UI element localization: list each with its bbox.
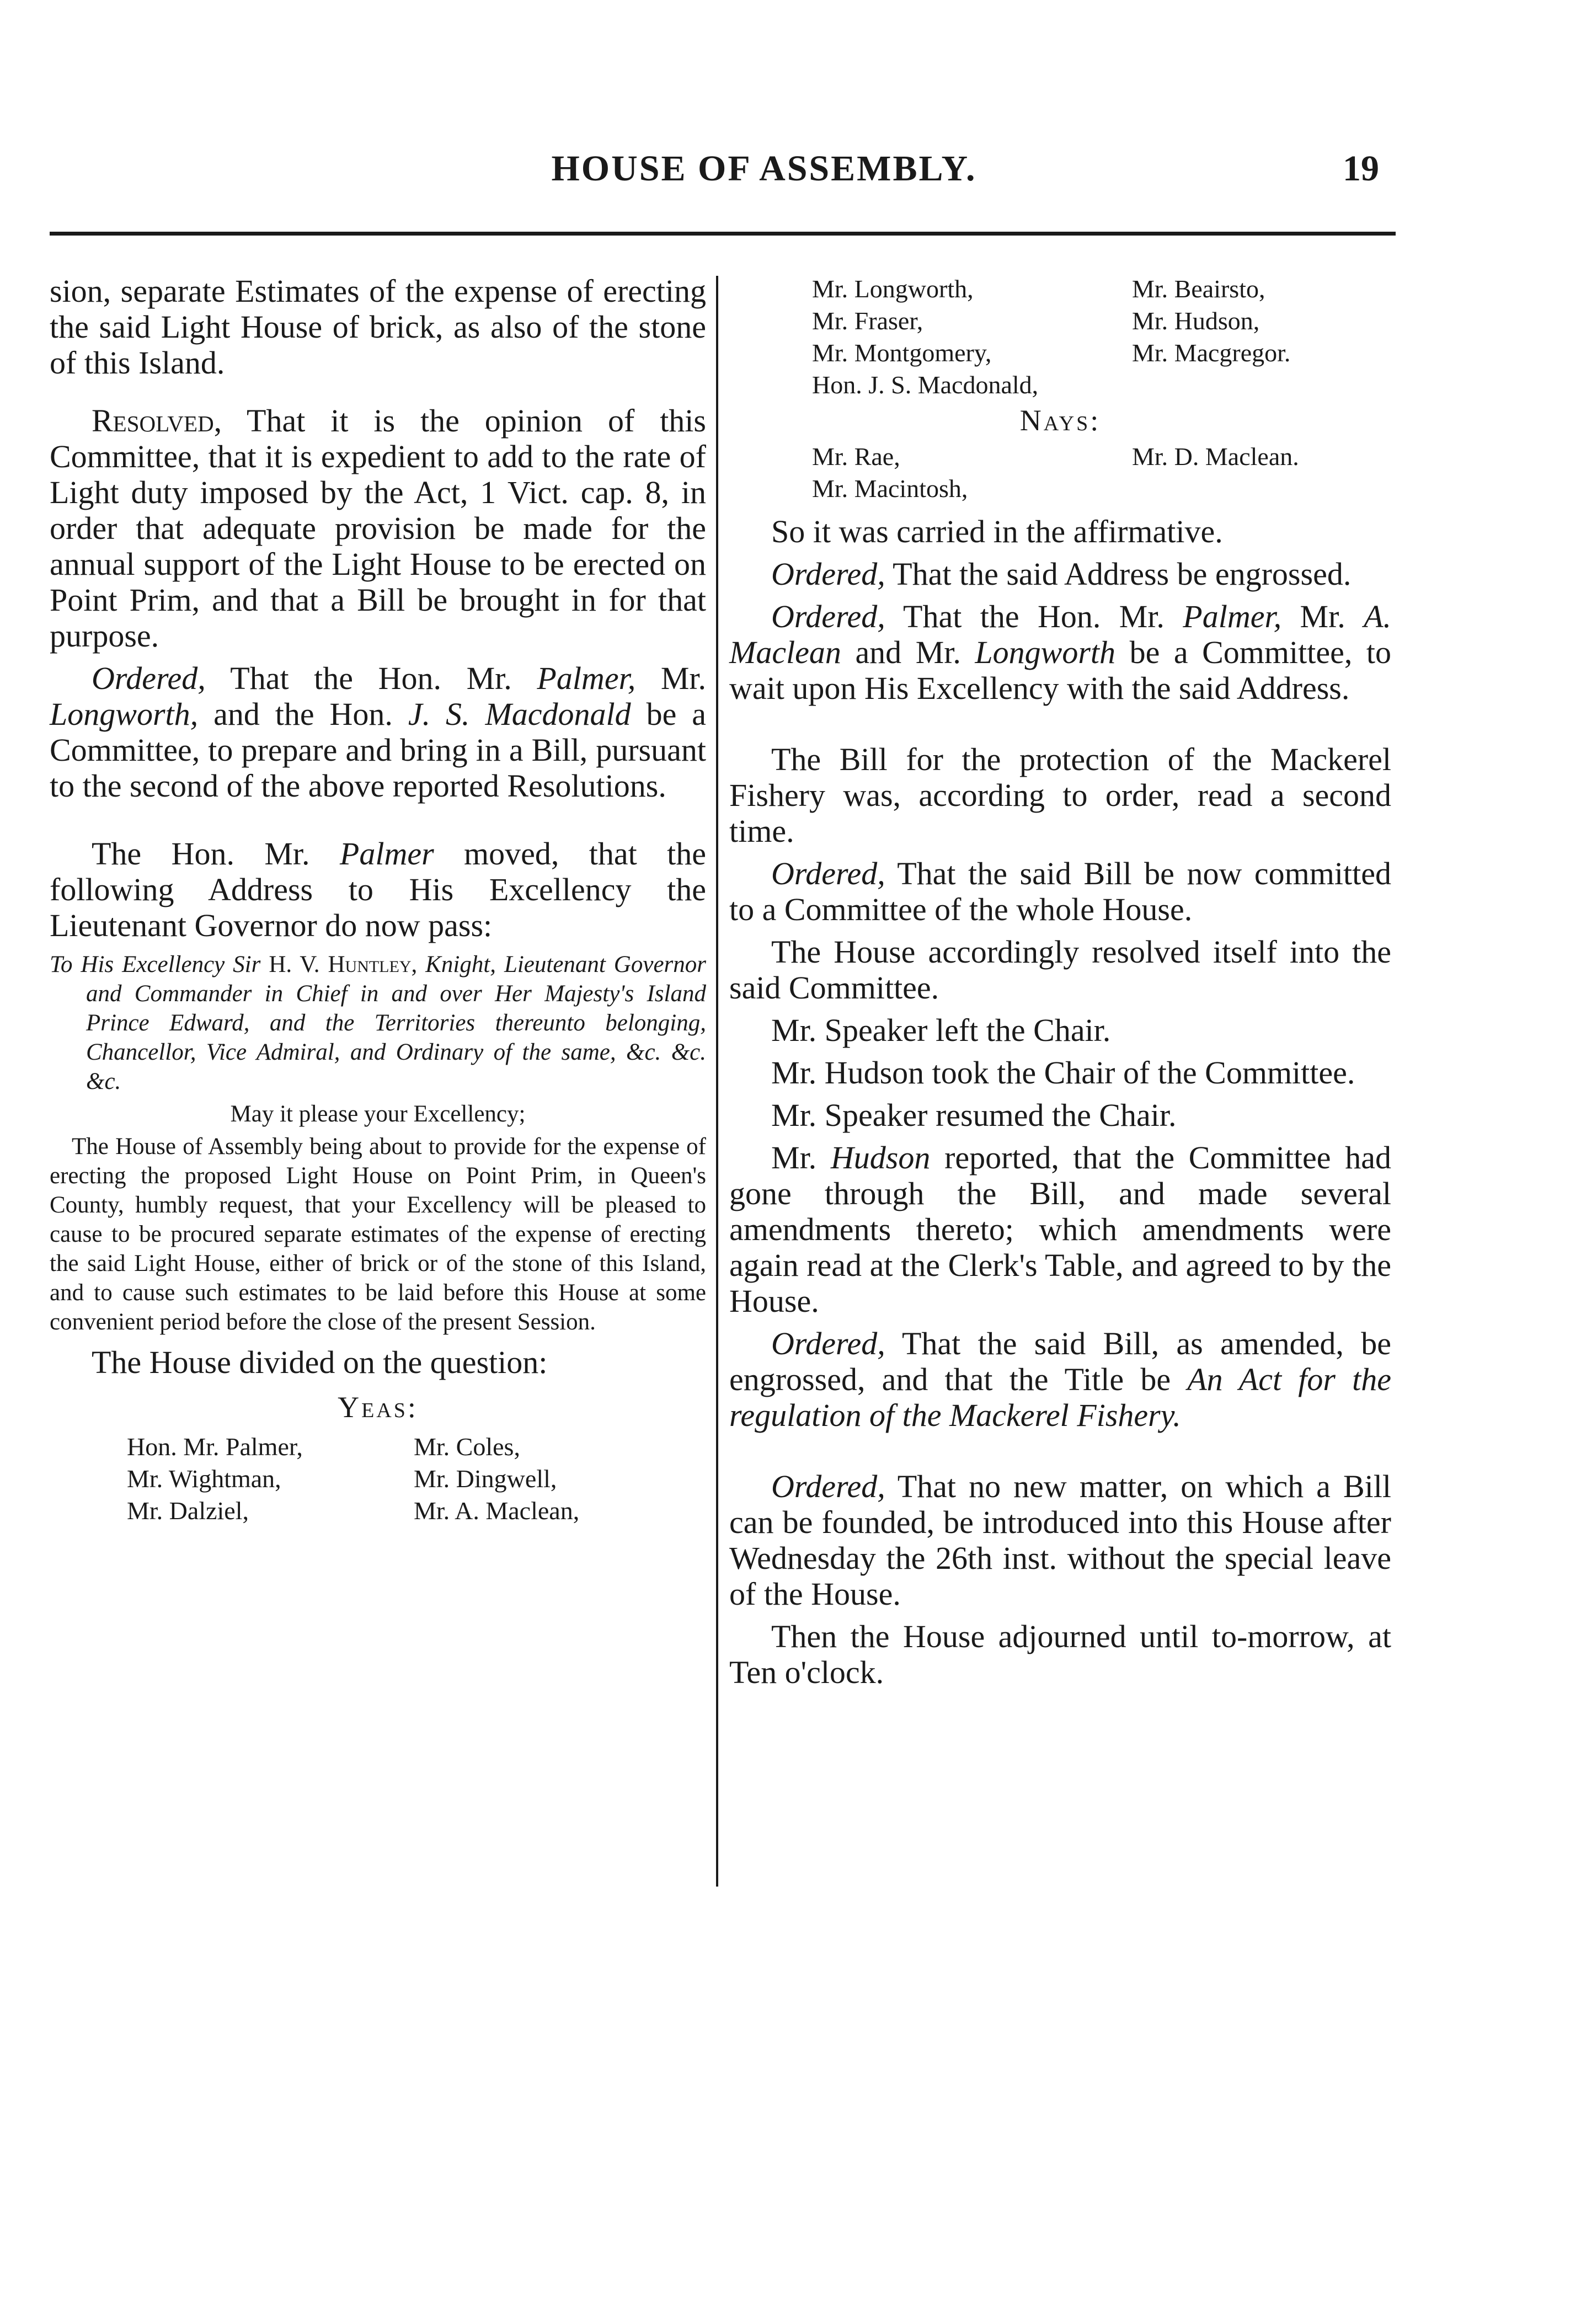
column-divider	[716, 276, 718, 1887]
paragraph-hudson-reported: Mr. Hudson reported, that the Committee had gone through the Bill, and made several amendments thereto; which amendments were again read at the Clerk's Table, and agreed to by the House.	[729, 1140, 1392, 1319]
nays-list	[729, 441, 1391, 505]
resolved-label: Resolved,	[92, 403, 222, 439]
paragraph-ordered-committee: Ordered, That the Hon. Mr. Palmer, Mr. Longworth, and the Hon. J. S. Macdonald be a Committee, to prepare and bring in a Bill, pursuant to the second of the above reported Resolutions.	[50, 660, 707, 804]
address-recipient: To His Excellency Sir H. V. Huntley, Knight, Lieutenant Governor and Commander in Chief in and over Her Majesty's Island Prince Edward, and the Territories thereunto belonging, Chancellor, Vice Admiral, and Ordinary of the same, &c. &c. &c.	[50, 952, 706, 1094]
paragraph-ordered-wait: Ordered, That the Hon. Mr. Palmer, Mr. A. Maclean and Mr. Longworth be a Committee, to wait upon His Excellency with the said Address.	[729, 599, 1392, 706]
yeas-row: Mr. Fraser, Mr. Hudson,	[812, 307, 1260, 335]
page-number: 19	[1343, 148, 1379, 189]
paragraph-ordered-bill-engrossed: Ordered, That the said Bill, as amended, be engrossed, and that the Title be An Act for the regulation of the Mackerel Fishery.	[729, 1326, 1391, 1433]
yeas-row: Mr. Dalziel, Mr. A. Maclean,	[127, 1497, 580, 1525]
nays-row: Mr. Rae, Mr. D. Maclean.	[812, 442, 1299, 471]
yeas-row: Mr. Montgomery, Mr. Macgregor.	[812, 339, 1291, 367]
paragraph-adjourned: Then the House adjourned until to-morrow, at Ten o'clock.	[729, 1618, 1391, 1690]
address-body: The House of Assembly being about to provide for the expense of erecting the proposed Light House on Point Prim, in Queen's County, humbly request, that your Excellency will be pleased to cause to be procured separate estimates of the expense of erecting the said Light House, either of brick or of the stone of this Island, and to cause such estimates to be laid before this House at some convenient period before the close of the present Session.	[50, 1134, 706, 1335]
yeas-heading: Yeas:	[338, 1391, 418, 1424]
paragraph-speaker-resumed: Mr. Speaker resumed the Chair.	[771, 1097, 1177, 1133]
paragraph-ordered-new-matter: Ordered, That no new matter, on which a Bill can be founded, be introduced into this House after Wednesday the 26th inst. without the special leave of the House.	[729, 1468, 1391, 1612]
paragraph-hudson-chair: Mr. Hudson took the Chair of the Committee.	[771, 1055, 1355, 1091]
nays-row: Mr. Macintosh,	[812, 474, 968, 503]
yeas-row: Hon. Mr. Palmer, Mr. Coles,	[127, 1433, 520, 1461]
nays-heading: Nays:	[1019, 404, 1101, 437]
header-rule	[50, 232, 1396, 236]
paragraph-bill-read: The Bill for the protection of the Mackerel Fishery was, according to order, read a second time.	[729, 741, 1391, 849]
paragraph-resolved-committee: The House accordingly resolved itself into the said Committee.	[729, 934, 1391, 1006]
yeas-row: Mr. Longworth, Mr. Beairsto,	[812, 275, 1265, 303]
running-head: HOUSE OF ASSEMBLY.	[551, 148, 977, 189]
carried-line: So it was carried in the affirmative.	[771, 514, 1223, 549]
yeas-row: Mr. Wightman, Mr. Dingwell,	[127, 1465, 557, 1493]
paragraph-resolved: Resolved, That it is the opinion of this Committee, that it is expedient to add to the rate of Light duty imposed by the Act, 1 Vict. cap. 8, in order that adequate provision be made for the annual support of the Light House to be erected on Point Prim, and that a Bill be brought in for that purpose.	[50, 403, 706, 654]
paragraph-continuation: sion, separate Estimates of the expense of erecting the said Light House of brick, as also of the stone of this Island.	[50, 273, 706, 381]
paragraph-speaker-left: Mr. Speaker left the Chair.	[771, 1012, 1111, 1048]
yeas-list-continued	[729, 273, 1391, 401]
paragraph-motion: The Hon. Mr. Palmer moved, that the following Address to His Excellency the Lieutenant Governor do now pass:	[50, 836, 706, 943]
paragraph-ordered-engrossed: Ordered, That the said Address be engrossed.	[771, 556, 1352, 592]
yeas-row: Hon. J. S. Macdonald,	[812, 371, 1039, 399]
left-column	[50, 273, 706, 1527]
yeas-list	[50, 1431, 706, 1527]
paragraph-ordered-committed: Ordered, That the said Bill be now committed to a Committee of the whole House.	[729, 856, 1391, 927]
address-salutation: May it please your Excellency;	[230, 1101, 526, 1127]
right-column	[729, 273, 1391, 1690]
division-line: The House divided on the question:	[92, 1344, 548, 1380]
